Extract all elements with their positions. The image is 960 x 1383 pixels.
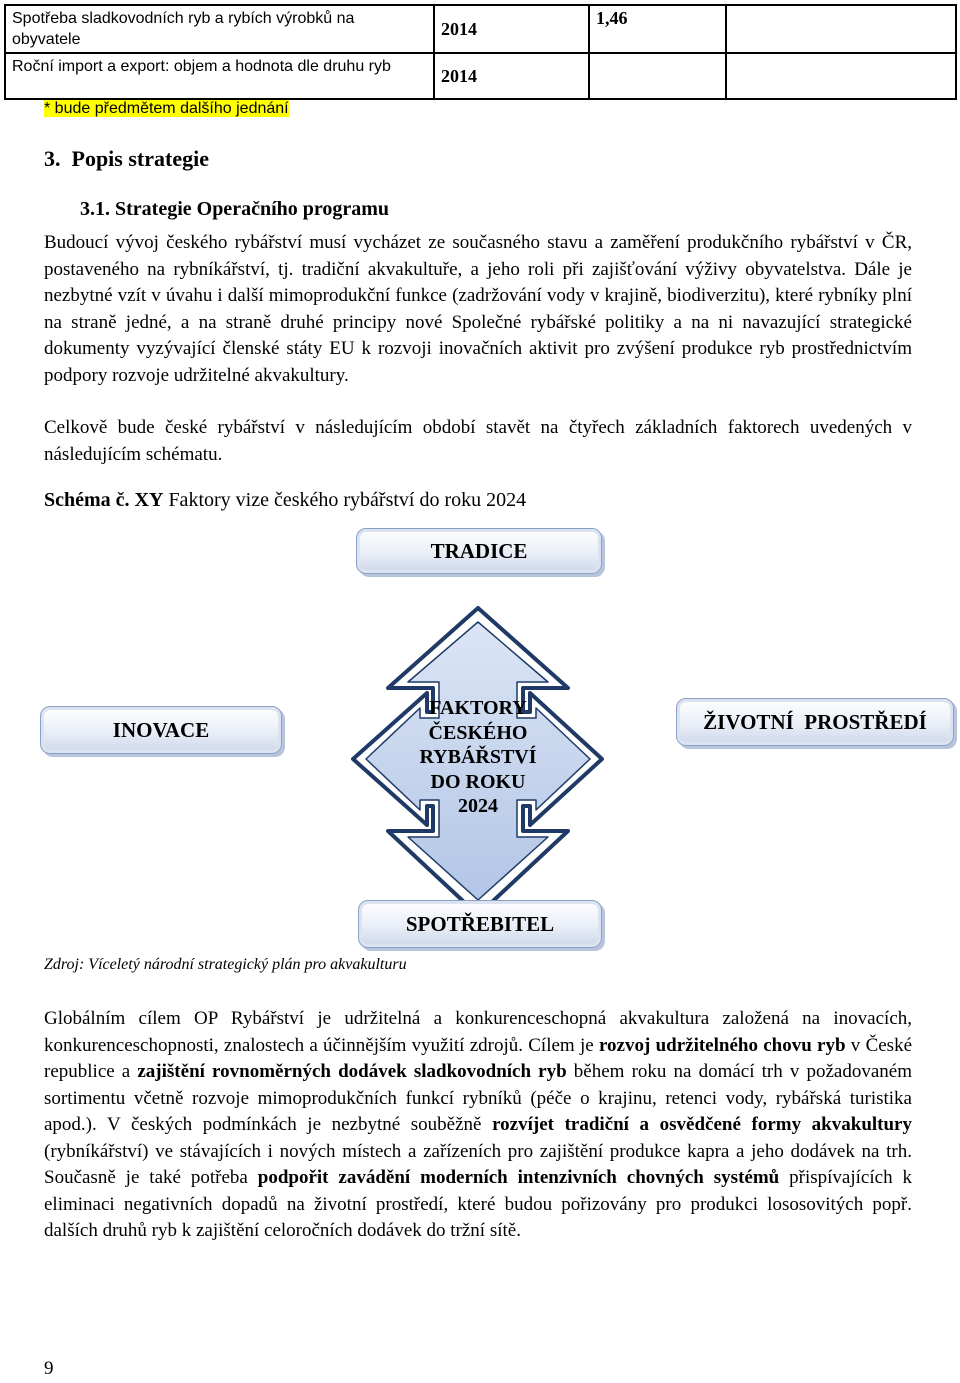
final-bold-3: rozvíjet tradiční a osvědčené formy akvakultury (492, 1114, 912, 1135)
diagram-bottom-box: SPOTŘEBITEL (358, 900, 602, 948)
subsection-heading: 3.1. Strategie Operačního programu (80, 198, 390, 220)
final-text-4: (rybníkářství) ve stávajících i nových místech a zařízeních pro zajištění produkce kapra a jeho dodávek na trh. Současně je také potřeba (44, 1140, 912, 1188)
table-row2-year: 2014 (434, 53, 589, 99)
schema-title-text: Faktory vize českého rybářství do roku 2024 (163, 489, 527, 511)
note-highlight: * bude předmětem dalšího jednání (44, 100, 289, 117)
final-text-2: v České republice a (44, 1034, 912, 1082)
table-row1-value: 1,46 (589, 5, 726, 53)
schema-title-number: Schéma č. XY (44, 489, 164, 511)
table-row1-year: 2014 (434, 5, 589, 53)
final-text-5: přispívajících k eliminaci negativních dopadů na životní prostředí, které budou pořizovány pro produkci lososovitých popř. dalších druhů ryb k zajištění celoročních dodávek do tržní sítě. (44, 1167, 912, 1241)
center-line-2: ČESKÉHO (428, 721, 528, 744)
paragraph-final (44, 1006, 912, 1245)
final-text-1: Globálním cílem OP Rybářství je udržitelná a konkurenceschopná akvakultura založená na inovacích, konkurenceschopnosti, znalostech a účinnějším využití zdrojů. Cílem je (44, 1008, 912, 1056)
page-number: 9 (44, 1358, 54, 1379)
final-bold-1: rozvoj udržitelného chovu ryb (598, 1034, 846, 1056)
section-heading: 3. Popis strategie (44, 146, 209, 171)
diagram-right-box: ŽIVOTNÍ PROSTŘEDÍ (676, 698, 954, 746)
table-row1-label: Spotřeba sladkovodních ryb a rybích výrobků na obyvatele (5, 5, 434, 53)
diagram-top-box: TRADICE (356, 528, 602, 574)
diagram-source: Zdroj: Víceletý národní strategický plán pro akvakulturu (44, 956, 407, 973)
center-line-5: 2024 (458, 795, 498, 817)
center-line-4: DO ROKU (430, 770, 526, 793)
diagram-center-label (398, 696, 558, 819)
diagram-left-box: INOVACE (40, 706, 282, 754)
center-line-3: RYBÁŘSTVÍ (419, 746, 537, 768)
final-text-3: během roku na domácí trh v požadovaném sortimentu včetně rozvoje mimoprodukčních funkcí rybníků (péče o krajinu, retenci vody, rybářská turistika apod.). V českých podmínkách je nezbytné souběžně (44, 1061, 913, 1135)
table-row2-label: Roční import a export: objem a hodnota dle druhu ryb (5, 53, 434, 99)
center-line-1: FAKTORY (429, 697, 527, 719)
final-bold-4: podpořit zavádění moderních intenzivních chovných systémů (257, 1167, 780, 1188)
paragraph-1: Budoucí vývoj českého rybářství musí vycházet ze současného stavu a zaměření produkčního rybářství v ČR, postaveného na rybníkářství, tj. tradiční akvakultuře, a jeho roli při zajišťování výživy obyvatelstva. Dále je nezbytné vzít v úvahu i další mimoprodukční funkce (zadržování vody v krajině, biodiverzitu), které rybníky plní na straně jedné, a na straně druhé principy nové Společné rybářské politiky a na ni navazující strategické dokumenty vyzývající členské státy EU k rozvoji inovačních aktivit pro zvýšení produkce ryb prostřednictvím podpory rozvoje udržitelné akvakultury. (44, 232, 912, 386)
paragraph-2: Celkově bude české rybářství v následujícím období stavět na čtyřech základních faktorech uvedených v následujícím schématu. (44, 417, 912, 465)
final-bold-2: zajištění rovnoměrných dodávek sladkovodních ryb (137, 1061, 567, 1082)
